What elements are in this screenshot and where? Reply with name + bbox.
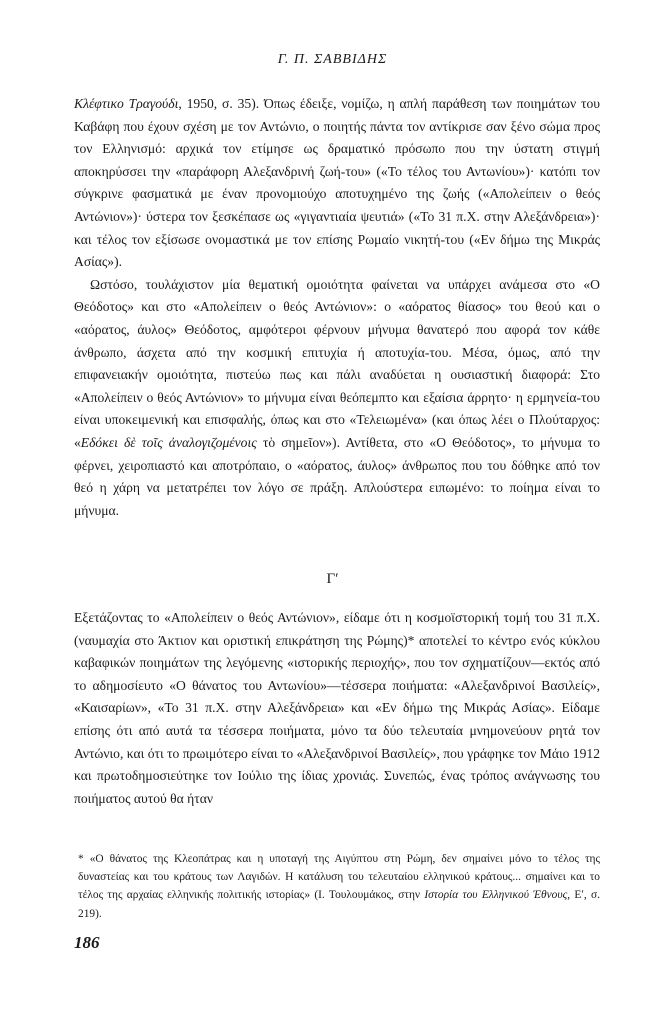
source-title: Κλέφτικο Τραγούδι bbox=[74, 96, 179, 111]
page-number: 186 bbox=[74, 933, 100, 952]
plutarch-quote: Εδόκει δὲ τοῖς ἀναλογιζομένοις bbox=[80, 434, 257, 450]
paragraph-text: , 1950, σ. 35). Όπως έδειξε, νομίζω, η απλή παράθεση των ποιημάτων του Καβάφη που έχουν σχέση με τον Αντώνιο, ο ποιητής πάντα τον αντίκρισε σαν ξένο σώμα προς τον Ελληνισμό: αρχικά τον ετίμησε ως δραματικό πρόσωπο που την ύστατη στιγμή αποκηρύσσει την «παράφορη Αλεξανδρινή ζωή-του» («Το τέλος του Αντωνίου»)· κατόπι τον σύγκρινε φασματικά με έναν προνομιούχο αποτυχημένο της ζωής («Απολείπειν ο θεός Αντώνιον»)· ύστερα τον ξεσκέπασε ως «γιγαντιαία ψευτιά» («Το 31 π.Χ. στην Αλεξάνδρεια»)· και τέλος τον εξίσωσε ονομαστικά με τον επίσης Ρωμαίο νικητή-του («Εν δήμω της Μικράς Ασίας»). bbox=[74, 96, 600, 270]
running-header: Γ. Π. ΣΑΒΒΙΔΗΣ bbox=[277, 52, 388, 67]
footnote-book-title: Ιστορία του Ελληνικού Έθνους bbox=[424, 889, 568, 902]
paragraph-theodotos bbox=[74, 274, 600, 523]
footnote bbox=[78, 850, 600, 923]
paragraph-continuation bbox=[74, 93, 600, 274]
paragraph-text: τὸ σημεῖον»). Αντίθετα, στο «Ο Θεόδοτος», το μήνυμα το φέρνει, χειροπιαστό και αποτρόπαιο, ο «αόρατος, άυλος» άνθρωπος που του δόθηκε από τον θεό η χάρη να μετατρέπει τον λόγο σε πράξη. Απλούστερα ειπωμένο: το ποίημα είναι το μήνυμα. bbox=[74, 434, 600, 518]
paragraph-text: Ωστόσο, τουλάχιστον μία θεματική ομοιότητα φαίνεται να υπάρχει ανάμεσα στο «Ο Θεόδοτος» και στο «Απολείπειν ο θεός Αντώνιον»: ο «αόρατος θίασος» του θεού και ο «αόρατος, άυλος» Θεόδοτος, αμφότεροι φέρνουν μήνυμα θανατερό που αφορά τον κάθε άνθρωπο, άσχετα από την κοσμική επιτυχία ή αποτυχία-του. Μέσα, όμως, από την επιφανειακήν ομοιότητα, πιστεύω πως και πάλι αναδύεται η ουσιαστική διαφορά: Στο «Απολείπειν ο θεός Αντώνιον» το μήνυμα είναι θεόπεμπτο και εξαίσια άρρητο· η ερμηνεία-του είναι υποκειμενική και επισφαλής, όπως και στο «Τελειωμένα» (και όπως λέει ο Πλούταρχος: « bbox=[74, 276, 600, 450]
main-text-block-1 bbox=[74, 93, 600, 522]
main-text-block-2 bbox=[74, 607, 600, 810]
footnote-text-end: , Εʹ, σ. 219). bbox=[78, 889, 600, 920]
paragraph-section-start: Εξετάζοντας το «Απολείπειν ο θεός Αντώνιον», είδαμε ότι η κοσμοϊστορική τομή του 31 π.Χ. (ναυμαχία στο Άκτιον και οριστική επικράτηση της Ρώμης)* αποτελεί το κέντρο ενός κύκλου καβαφικών ποιημάτων της λεγόμενης «ιστορικής περιοχής», που τον σχηματίζουν—εκτός από το αδημοσίευτο «Ο θάνατος του Αντωνίου»—τέσσερα ποιήματα: «Αλεξανδρινοί Βασιλείς», «Καισαρίων», «Το 31 π.Χ. στην Αλεξάνδρεια» και «Εν δήμω της Μικράς Ασίας». Είδαμε επίσης ότι από αυτά τα τέσσερα ποιήματα, μόνο τα δύο τελευταία μνημονεύουν ρητά τον Αντώνιο, και ότι το πρωιμότερο είναι το «Αλεξανδρινοί Βασιλείς», που γράφηκε τον Μάιο 1912 και πρωτοδημοσιεύτηκε τον Ιούλιο της ίδιας χρονιάς. Συνεπώς, ένας τρόπος ανάγνωσης του ποιήματος αυτού θα ήταν bbox=[74, 610, 600, 806]
section-heading: Γʹ bbox=[326, 571, 339, 587]
footnote-text: * «Ο θάνατος της Κλεοπάτρας και η υποταγή της Αιγύπτου στη Ρώμη, δεν σημαίνει μόνο το τέλος της δυναστείας και του κράτους των Λαγιδών. Η κατάλυση του τελευταίου ελληνικού κράτους... σημαίνει και το τέλος της αρχαίας ελληνικής πολιτικής ιστορίας» (Ι. Τουλουμάκος, στην bbox=[78, 853, 600, 902]
